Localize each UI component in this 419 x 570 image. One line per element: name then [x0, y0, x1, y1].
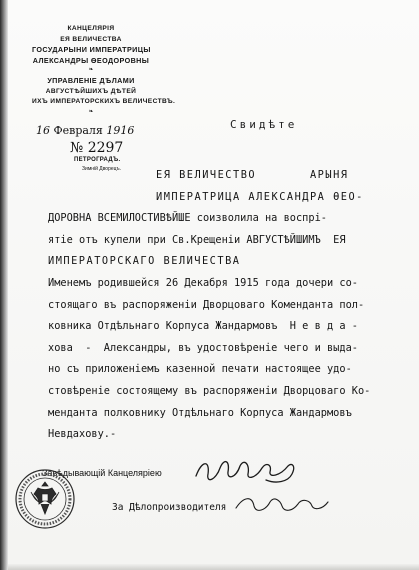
- body-line: ИМПЕРАТОРСКАГО ВЕЛИЧЕСТВА: [48, 255, 241, 268]
- scan-bottom-edge: [8, 564, 419, 570]
- manager-signature: [192, 454, 300, 488]
- letterhead-line: КАНЦЕЛЯРІЯ: [67, 25, 115, 32]
- body-line: но съ приложеніемъ казенной печати настоящее удо-: [48, 363, 352, 376]
- body-line: ковника Отдѣльнаго Корпуса Жандармовъ Н е в д а -: [48, 320, 358, 333]
- body-line: хова - Александры, въ удостовѣреніе чего и выда-: [48, 341, 358, 354]
- letterhead-line: ГОСУДАРЫНИ ИМПЕРАТРИЦЫ: [32, 45, 151, 54]
- city-name: ПЕТРОГРАДЪ.: [74, 157, 121, 163]
- scan-edge: [0, 0, 8, 570]
- letterhead-line: ИХЪ ИМПЕРАТОРСКИХЪ ВЕЛИЧЕСТВЪ.: [32, 98, 176, 105]
- body-line: Невдахову.-: [48, 428, 117, 441]
- letterhead: [32, 24, 176, 116]
- palace-name: Зимній Дворецъ.: [82, 166, 122, 172]
- document-body: [48, 165, 398, 446]
- body-line: ДОРОВНА ВСЕМИЛОСТИВѢЙШЕ соизволила на воспрі-: [48, 212, 327, 225]
- date-day: 16: [36, 124, 50, 137]
- ornament-divider: ❧: [88, 108, 94, 115]
- body-line: Именемъ родившейся 26 Декабря 1915 года дочери со-: [48, 276, 358, 289]
- body-line: стовѣреніе состоящему въ распоряженіи Дворцоваго Ко-: [48, 384, 371, 397]
- letterhead-line: УПРАВЛЕНІЕ ДѢЛАМИ: [47, 76, 135, 85]
- date-month: Февраля: [53, 124, 103, 137]
- letterhead-line: АЛЕКСАНДРЫ ѲЕОДОРОВНЫ: [32, 55, 150, 65]
- manager-signature-label: Завѣдывающій Канцеляріею: [42, 468, 162, 478]
- document-number: [70, 140, 123, 156]
- letterhead-line: ЕЯ ВЕЛИЧЕСТВА: [60, 35, 122, 43]
- date-year: 1916: [106, 124, 135, 137]
- document-title: Свидѣте: [230, 118, 298, 131]
- letterhead-line: АВГУСТѢЙШИХЪ ДѢТЕЙ: [45, 87, 137, 95]
- number-value: 2297: [87, 140, 124, 156]
- ornament-divider: ❧: [88, 67, 94, 73]
- body-line: ИМПЕРАТРИЦА АЛЕКСАНДРА ѲЕО-: [156, 190, 364, 203]
- body-line: менданта полковнику Отдѣльнаго Корпуса Жандармовъ: [48, 406, 352, 419]
- imperial-seal: [14, 468, 76, 530]
- body-line: стоящаго въ распоряженіи Дворцоваго Коменданта пол-: [48, 298, 365, 311]
- clerk-signature: [232, 492, 332, 516]
- number-sign: №: [70, 140, 84, 156]
- body-line: ЕЯ ВЕЛИЧЕСТВО АРЫНЯ: [156, 169, 349, 181]
- clerk-signature-label: За Дѣлопроизводителя: [112, 502, 227, 513]
- issue-date: [36, 124, 156, 137]
- body-line: ятіе отъ купели при Св.Крещеніи АВГУСТѢЙШИМЪ ЕЯ: [48, 233, 346, 246]
